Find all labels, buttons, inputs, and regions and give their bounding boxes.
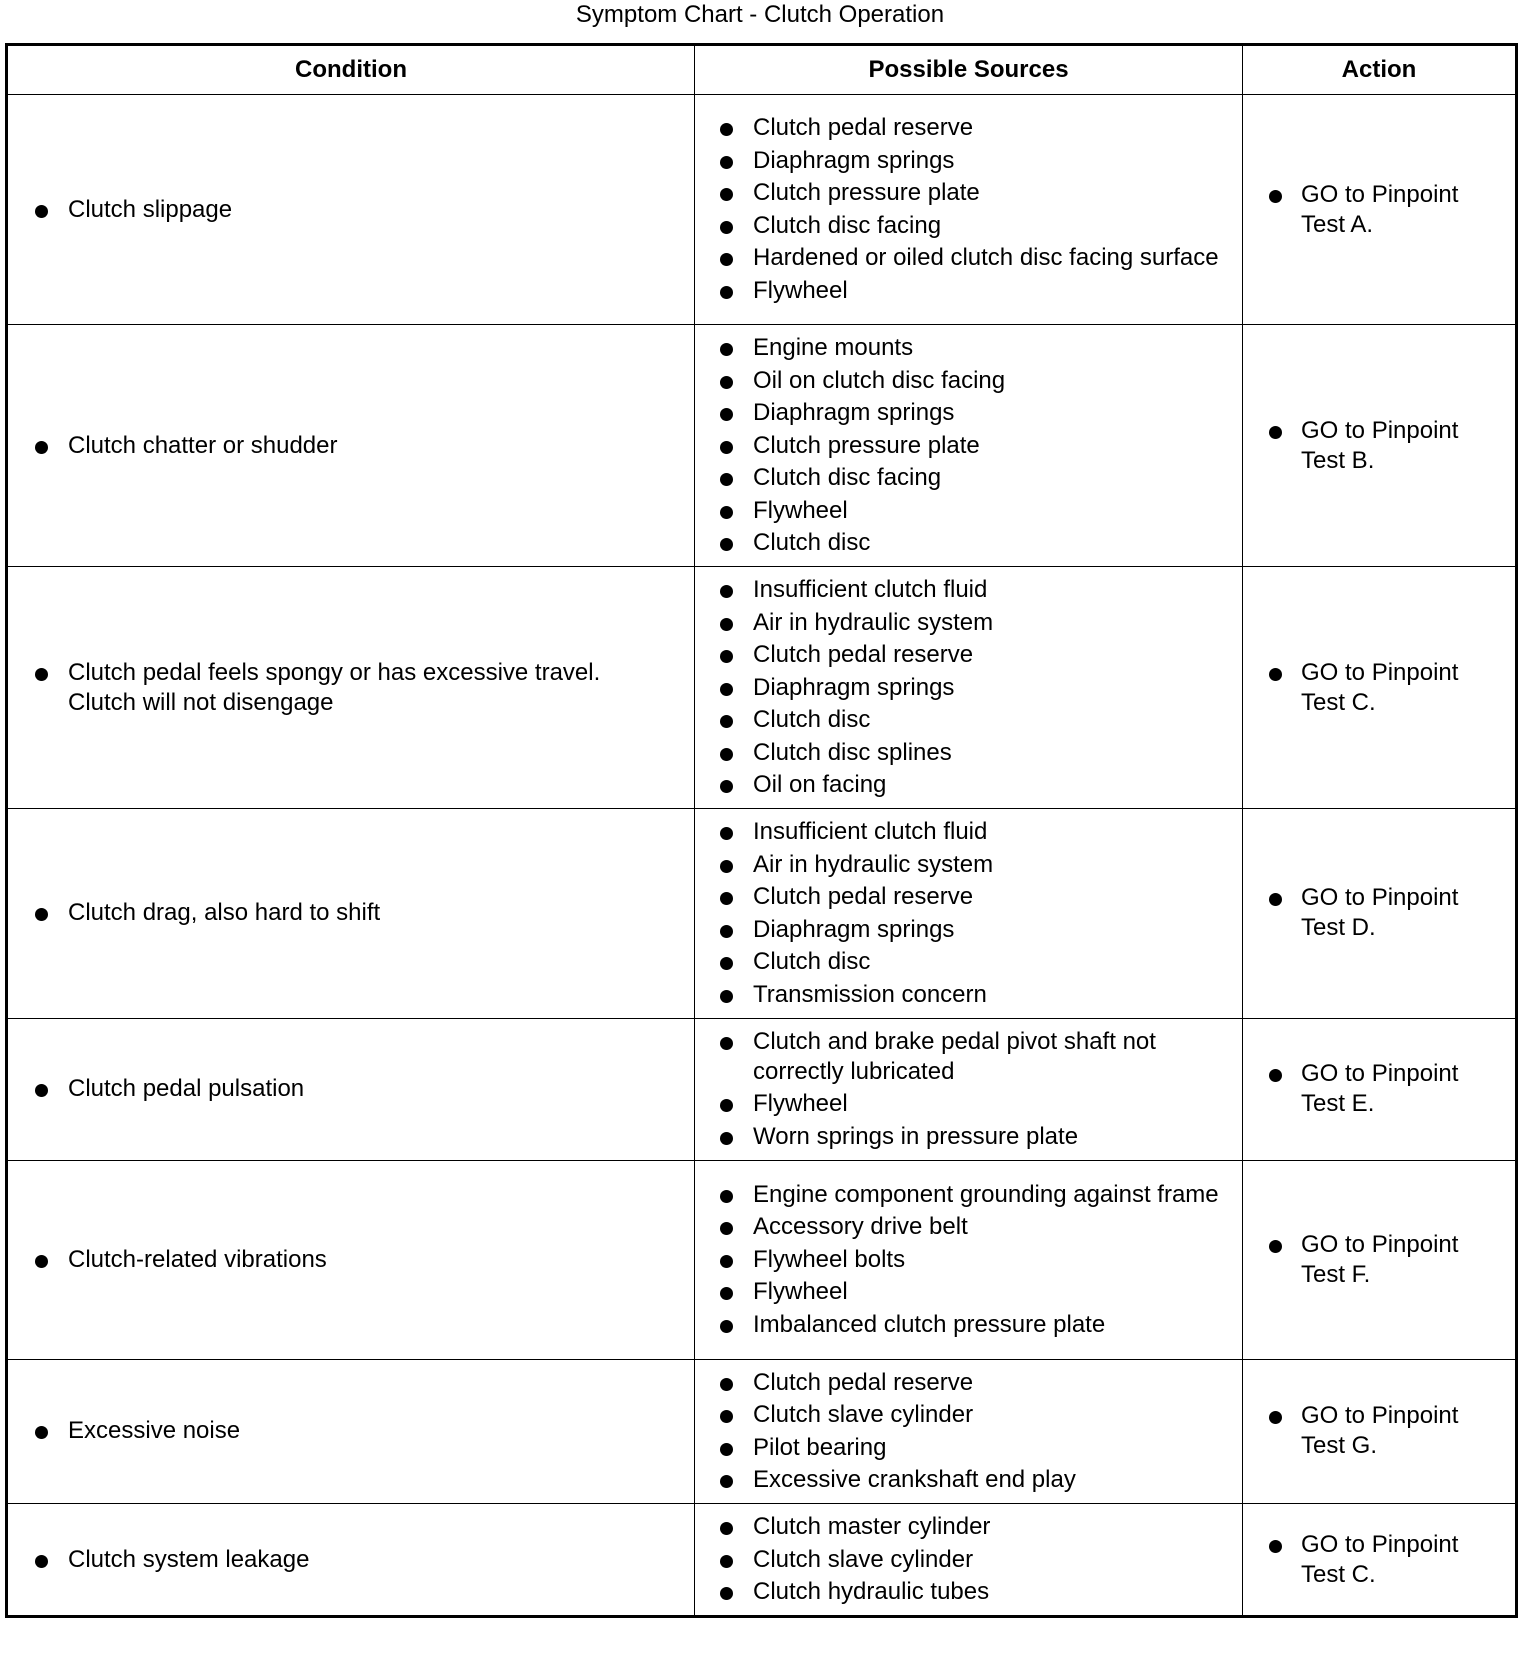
- condition-text: [8, 1245, 694, 1275]
- source-text: Pilot bearing: [753, 1433, 887, 1461]
- source-text: Imbalanced clutch pressure plate: [753, 1310, 1106, 1338]
- bullet-icon: [35, 205, 48, 218]
- action-line: Test F.: [1301, 1260, 1371, 1288]
- bullet-icon: [720, 715, 733, 728]
- list-item: [753, 882, 1226, 912]
- source-text: Clutch disc: [753, 948, 871, 975]
- source-text: Diaphragm springs: [753, 915, 955, 943]
- bullet-icon: [35, 908, 48, 921]
- condition-text: [8, 658, 694, 718]
- bullet-icon: [35, 1255, 48, 1268]
- source-text: Accessory drive belt: [753, 1213, 968, 1240]
- list-item: [753, 113, 1226, 143]
- action-line: GO to Pinpoint: [1301, 1530, 1459, 1558]
- action-line: GO to Pinpoint: [1301, 658, 1459, 686]
- condition-text: [8, 1074, 694, 1104]
- table-row: [7, 567, 1517, 809]
- source-text: Clutch disc facing: [753, 464, 942, 491]
- header-row: [7, 45, 1517, 95]
- list-item: [753, 366, 1226, 396]
- bullet-icon: [720, 650, 733, 663]
- bullet-icon: [720, 506, 733, 519]
- source-text: Worn springs in pressure plate: [753, 1122, 1079, 1150]
- bullet-icon: [720, 1287, 733, 1300]
- header-action: Action: [1243, 45, 1517, 95]
- possible-sources-cell: [695, 567, 1243, 809]
- source-text: Diaphragm springs: [753, 673, 955, 701]
- action-line: Test G.: [1301, 1432, 1378, 1460]
- table-row: [7, 95, 1517, 325]
- condition-cell: [7, 1359, 695, 1504]
- action-line: GO to Pinpoint: [1301, 180, 1459, 208]
- source-text: Engine component grounding against frame: [753, 1180, 1219, 1208]
- bullet-icon: [1269, 190, 1282, 203]
- list-item: [753, 398, 1226, 428]
- list-item: [753, 1122, 1226, 1152]
- bullet-icon: [720, 1037, 733, 1050]
- action-text: [1243, 1401, 1515, 1461]
- action-cell: [1243, 567, 1517, 809]
- list-item: [753, 817, 1226, 847]
- bullet-icon: [720, 1320, 733, 1333]
- condition-cell: [7, 325, 695, 567]
- source-text: Flywheel: [753, 1090, 848, 1117]
- bullet-icon: [720, 585, 733, 598]
- bullet-icon: [720, 990, 733, 1003]
- list-item: [753, 980, 1226, 1010]
- source-text: Clutch and brake pedal pivot shaft not correctly lubricated: [753, 1027, 1156, 1085]
- condition-cell: [7, 1018, 695, 1160]
- list-item: [753, 211, 1226, 241]
- bullet-icon: [720, 1443, 733, 1456]
- bullet-icon: [720, 1099, 733, 1112]
- source-text: Flywheel: [753, 276, 848, 304]
- list-item: [753, 738, 1226, 768]
- list-item: [753, 463, 1226, 493]
- source-text: Clutch master cylinder: [753, 1513, 991, 1540]
- source-text: Clutch pedal reserve: [753, 114, 974, 142]
- action-line: GO to Pinpoint: [1301, 884, 1459, 912]
- source-text: Oil on facing: [753, 771, 887, 798]
- list-item: [753, 608, 1226, 638]
- source-text: Clutch pressure plate: [753, 431, 980, 459]
- action-line: Test B.: [1301, 446, 1375, 474]
- bullet-icon: [720, 892, 733, 905]
- source-text: Clutch slave cylinder: [753, 1401, 974, 1428]
- list-item: [753, 1577, 1226, 1607]
- source-text: Clutch pressure plate: [753, 179, 980, 207]
- action-cell: [1243, 1504, 1517, 1617]
- list-item: [753, 1368, 1226, 1398]
- condition-line: Clutch drag, also hard to shift: [68, 899, 381, 927]
- bullet-icon: [720, 1555, 733, 1568]
- bullet-icon: [720, 441, 733, 454]
- source-text: Clutch pedal reserve: [753, 641, 974, 668]
- bullet-icon: [720, 343, 733, 356]
- source-text: Clutch disc: [753, 706, 871, 733]
- action-cell: [1243, 1018, 1517, 1160]
- list-item: [753, 431, 1226, 461]
- list-item: [753, 850, 1226, 880]
- action-text: [1243, 180, 1515, 240]
- action-cell: [1243, 95, 1517, 325]
- list-item: [753, 705, 1226, 735]
- bullet-icon: [720, 188, 733, 201]
- bullet-icon: [1269, 1540, 1282, 1553]
- bullet-icon: [720, 1222, 733, 1235]
- action-text: [1243, 1230, 1515, 1290]
- bullet-icon: [35, 668, 48, 681]
- source-text: Excessive crankshaft end play: [753, 1466, 1076, 1493]
- bullet-icon: [720, 925, 733, 938]
- bullet-icon: [720, 376, 733, 389]
- list-item: [753, 1400, 1226, 1430]
- bullet-icon: [720, 1475, 733, 1488]
- list-item: [753, 1545, 1226, 1575]
- bullet-icon: [720, 618, 733, 631]
- action-line: Test A.: [1301, 210, 1374, 238]
- source-text: Air in hydraulic system: [753, 850, 994, 878]
- source-text: Clutch disc: [753, 529, 871, 556]
- action-line: GO to Pinpoint: [1301, 1060, 1459, 1087]
- action-line: GO to Pinpoint: [1301, 416, 1459, 444]
- bullet-icon: [720, 286, 733, 299]
- possible-sources-cell: [695, 95, 1243, 325]
- condition-line: Clutch-related vibrations: [68, 1245, 327, 1273]
- bullet-icon: [1269, 1240, 1282, 1253]
- table-row: [7, 1018, 1517, 1160]
- bullet-icon: [35, 1426, 48, 1439]
- table-row: [7, 1160, 1517, 1359]
- condition-text: [8, 1545, 694, 1575]
- bullet-icon: [720, 538, 733, 551]
- source-text: Oil on clutch disc facing: [753, 366, 1006, 394]
- condition-cell: [7, 567, 695, 809]
- bullet-icon: [720, 1410, 733, 1423]
- bullet-icon: [35, 1084, 48, 1097]
- source-text: Clutch slave cylinder: [753, 1545, 974, 1573]
- source-text: Flywheel: [753, 1278, 848, 1305]
- bullet-icon: [35, 441, 48, 454]
- sources-list: [695, 809, 1242, 1018]
- bullet-icon: [720, 1587, 733, 1600]
- source-text: Diaphragm springs: [753, 399, 955, 426]
- bullet-icon: [720, 957, 733, 970]
- action-line: Test E.: [1301, 1090, 1375, 1117]
- table-body: [7, 95, 1517, 1617]
- bullet-icon: [720, 408, 733, 421]
- table-row: [7, 809, 1517, 1019]
- sources-list: [695, 1019, 1242, 1160]
- condition-line: Clutch system leakage: [68, 1545, 310, 1573]
- bullet-icon: [1269, 1411, 1282, 1424]
- source-text: Clutch hydraulic tubes: [753, 1578, 990, 1605]
- source-text: Clutch disc splines: [753, 738, 952, 766]
- list-item: [753, 575, 1226, 605]
- list-item: [753, 673, 1226, 703]
- list-item: [753, 243, 1226, 273]
- bullet-icon: [720, 748, 733, 761]
- source-text: Flywheel: [753, 496, 848, 524]
- chart-title: Symptom Chart - Clutch Operation: [575, 1, 945, 28]
- sources-list: [695, 567, 1242, 808]
- bullet-icon: [1269, 426, 1282, 439]
- action-cell: [1243, 1160, 1517, 1359]
- list-item: [753, 1310, 1226, 1340]
- bullet-icon: [720, 156, 733, 169]
- bullet-icon: [720, 827, 733, 840]
- action-line: Test C.: [1301, 1560, 1376, 1588]
- list-item: [753, 640, 1226, 670]
- bullet-icon: [720, 221, 733, 234]
- sources-list: [695, 105, 1242, 314]
- possible-sources-cell: [695, 1504, 1243, 1617]
- bullet-icon: [1269, 1069, 1282, 1082]
- possible-sources-cell: [695, 1018, 1243, 1160]
- source-text: Air in hydraulic system: [753, 608, 994, 636]
- sources-list: [695, 1504, 1242, 1615]
- list-item: [753, 496, 1226, 526]
- condition-line: Clutch slippage: [68, 195, 233, 223]
- bullet-icon: [720, 683, 733, 696]
- bullet-icon: [720, 123, 733, 136]
- condition-line: Clutch chatter or shudder: [68, 431, 338, 459]
- action-line: Test C.: [1301, 688, 1376, 716]
- list-item: [753, 1433, 1226, 1463]
- table-row: [7, 325, 1517, 567]
- action-text: [1243, 883, 1515, 943]
- action-line: GO to Pinpoint: [1301, 1402, 1459, 1430]
- action-cell: [1243, 809, 1517, 1019]
- bullet-icon: [720, 1378, 733, 1391]
- table-row: [7, 1504, 1517, 1617]
- list-item: [753, 1027, 1226, 1087]
- bullet-icon: [720, 473, 733, 486]
- bullet-icon: [720, 1255, 733, 1268]
- list-item: [753, 1212, 1226, 1242]
- bullet-icon: [1269, 893, 1282, 906]
- possible-sources-cell: [695, 1359, 1243, 1504]
- bullet-icon: [720, 860, 733, 873]
- list-item: [753, 1512, 1226, 1542]
- source-text: Transmission concern: [753, 980, 987, 1008]
- bullet-icon: [35, 1555, 48, 1568]
- source-text: Insufficient clutch fluid: [753, 576, 988, 603]
- source-text: Hardened or oiled clutch disc facing surface: [753, 244, 1219, 272]
- list-item: [753, 915, 1226, 945]
- condition-text: [8, 431, 694, 461]
- bullet-icon: [1269, 668, 1282, 681]
- list-item: [753, 333, 1226, 363]
- sources-list: [695, 1172, 1242, 1348]
- bullet-icon: [720, 1522, 733, 1535]
- list-item: [753, 146, 1226, 176]
- condition-cell: [7, 1160, 695, 1359]
- list-item: [753, 178, 1226, 208]
- action-text: [1243, 1530, 1515, 1590]
- condition-line: Clutch will not disengage: [68, 688, 334, 716]
- bullet-icon: [720, 1190, 733, 1203]
- header-possible-sources: Possible Sources: [695, 45, 1243, 95]
- table-row: [7, 1359, 1517, 1504]
- condition-cell: [7, 95, 695, 325]
- list-item: [753, 1089, 1226, 1119]
- condition-cell: [7, 1504, 695, 1617]
- condition-line: Clutch pedal pulsation: [68, 1075, 305, 1102]
- list-item: [753, 1180, 1226, 1210]
- action-text: [1243, 658, 1515, 718]
- symptom-table: [5, 43, 1518, 1618]
- action-text: [1243, 1059, 1515, 1119]
- bullet-icon: [720, 780, 733, 793]
- action-cell: [1243, 1359, 1517, 1504]
- list-item: [753, 1245, 1226, 1275]
- condition-line: Excessive noise: [68, 1417, 241, 1445]
- bullet-icon: [720, 253, 733, 266]
- list-item: [753, 770, 1226, 800]
- source-text: Engine mounts: [753, 334, 914, 361]
- condition-cell: [7, 809, 695, 1019]
- list-item: [753, 947, 1226, 977]
- possible-sources-cell: [695, 1160, 1243, 1359]
- list-item: [753, 528, 1226, 558]
- condition-line: Clutch pedal feels spongy or has excessive travel.: [68, 658, 601, 686]
- condition-text: [8, 898, 694, 928]
- condition-text: [8, 1416, 694, 1446]
- sources-list: [695, 1360, 1242, 1504]
- source-text: Clutch pedal reserve: [753, 1368, 974, 1396]
- action-line: GO to Pinpoint: [1301, 1230, 1459, 1258]
- possible-sources-cell: [695, 809, 1243, 1019]
- bullet-icon: [720, 1132, 733, 1145]
- list-item: [753, 1465, 1226, 1495]
- source-text: Clutch disc facing: [753, 211, 942, 239]
- source-text: Flywheel bolts: [753, 1245, 906, 1273]
- source-text: Insufficient clutch fluid: [753, 818, 988, 845]
- action-cell: [1243, 325, 1517, 567]
- source-text: Diaphragm springs: [753, 146, 955, 174]
- sources-list: [695, 325, 1242, 566]
- action-line: Test D.: [1301, 914, 1376, 942]
- condition-text: [8, 195, 694, 225]
- action-text: [1243, 416, 1515, 476]
- source-text: Clutch pedal reserve: [753, 883, 974, 910]
- list-item: [753, 276, 1226, 306]
- possible-sources-cell: [695, 325, 1243, 567]
- header-condition: Condition: [7, 45, 695, 95]
- list-item: [753, 1277, 1226, 1307]
